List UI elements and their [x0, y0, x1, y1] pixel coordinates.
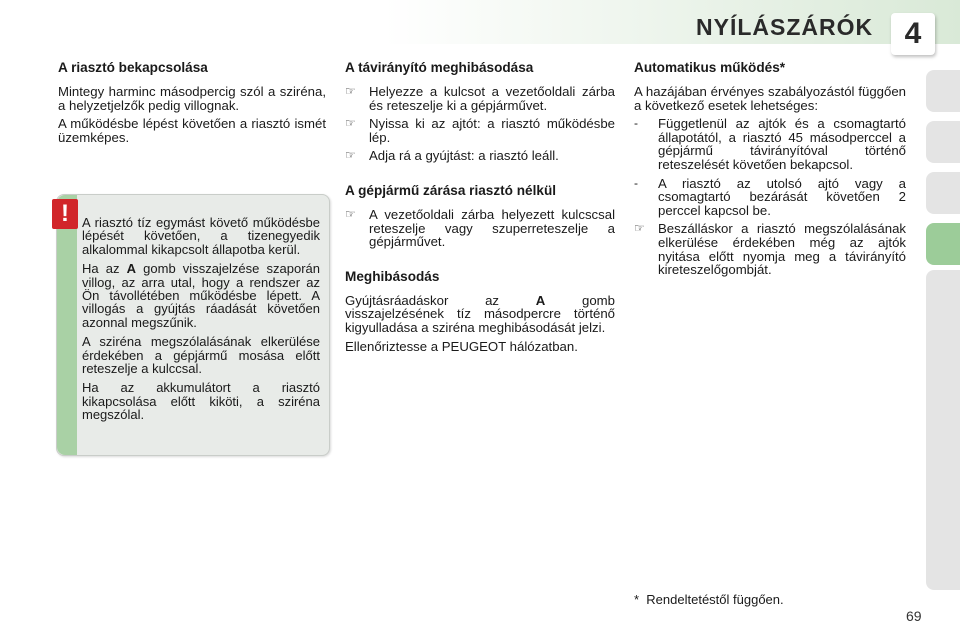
- footnote: [634, 592, 784, 607]
- section-heading: Meghibásodás: [345, 268, 440, 284]
- list-item-text: Beszálláskor a riasztó megszólalásának elkerülése érdekében még az ajtók nyitása előtt nyomja meg a távirányító kireteszelőgombját.: [658, 221, 906, 278]
- pointing-hand-icon: ☞: [634, 221, 645, 236]
- column-alarm-activation: [58, 60, 326, 149]
- warning-paragraph: A riasztó tíz egymást követő működésbe lépését követően, a tizenegyedik alkalommal kikapcsolt állapotba kerül.: [82, 215, 320, 257]
- paragraph: A hazájában érvényes szabályozástól függően a következő esetek lehetséges:: [634, 84, 906, 113]
- section-heading: A riasztó bekapcsolása: [58, 60, 208, 75]
- chapter-side-tabs: [926, 70, 960, 274]
- footnote-marker: *: [634, 592, 640, 607]
- text-span: gomb visszajelzésének tíz másodpercre történő kigyulladása a sziréna meghibásodását jelzi.: [345, 292, 616, 335]
- paragraph: Ellenőriztesse a PEUGEOT hálózatban.: [345, 338, 578, 354]
- list-item: [345, 85, 615, 112]
- button-letter: A: [126, 261, 137, 277]
- list-item-text: Nyissa ki az ajtót: a riasztó működésbe lép.: [369, 116, 615, 145]
- column-remote-failure: [345, 60, 615, 358]
- list-item: [345, 117, 615, 144]
- side-tab[interactable]: [926, 70, 960, 112]
- side-tab-active[interactable]: [926, 223, 960, 265]
- text-span: Ha az: [82, 261, 127, 277]
- instruction-list: [345, 208, 615, 249]
- text-span: Gyújtásráadáskor az: [345, 292, 536, 308]
- button-letter: A: [535, 292, 546, 308]
- list-item: [345, 208, 615, 249]
- warning-paragraph: Ha az akkumulátort a riasztó kikapcsolása előtt kiköti, a sziréna megszólal.: [82, 380, 320, 423]
- pointing-hand-icon: ☞: [345, 148, 356, 163]
- list-item: [634, 117, 906, 171]
- column-automatic-operation: [634, 60, 906, 283]
- exclamation-icon: !: [52, 199, 78, 229]
- paragraph: A működésbe lépést követően a riasztó ismét üzemképes.: [58, 116, 326, 145]
- chapter-number-badge: 4: [891, 13, 935, 55]
- pointing-hand-icon: ☞: [345, 206, 356, 221]
- footnote-text: Rendeltetéstől függően.: [646, 592, 784, 607]
- list-item: [345, 149, 615, 163]
- paragraph: [345, 294, 615, 335]
- warning-paragraph: A sziréna megszólalásának elkerülése érdekében a gépjármű mosása előtt reteszelje a kulccsal.: [82, 334, 320, 377]
- page-number: 69: [906, 608, 922, 624]
- list-item-text: A riasztó az utolsó ajtó vagy a csomagtartó bezárását követően 2 perccel kapcsol be.: [658, 175, 906, 218]
- pointing-hand-icon: ☞: [345, 84, 356, 98]
- instruction-list: [345, 85, 615, 163]
- side-tab[interactable]: [926, 172, 960, 214]
- warning-text: [82, 216, 320, 428]
- list-item-text: Függetlenül az ajtók és a csomagtartó állapotától, a riasztó 45 másodperccel a gépjármű távirányítóval történő reteszelését követően bekapcsol.: [658, 116, 906, 172]
- list-item: [634, 177, 906, 218]
- warning-paragraph: [82, 262, 320, 329]
- section-heading: Automatikus működés*: [634, 60, 786, 75]
- section-heading: A gépjármű zárása riasztó nélkül: [345, 182, 557, 198]
- dash-marker: -: [634, 175, 638, 190]
- dash-marker: -: [634, 116, 638, 131]
- paragraph: Mintegy harminc másodpercig szól a sziréna, a helyzetjelzők pedig villognak.: [58, 84, 326, 113]
- text-span: gomb visszajelzése szaporán villog, az arra utal, hogy a rendszer az Ön távollétében működésbe lépett. A villogás a gyújtás ráadását követően azonnal megszűnik.: [82, 261, 320, 330]
- side-tab[interactable]: [926, 121, 960, 163]
- list-item-text: Adja rá a gyújtást: a riasztó leáll.: [369, 148, 559, 164]
- page-title: NYÍLÁSZÁRÓK: [696, 14, 874, 40]
- dash-list: [634, 117, 906, 277]
- list-item-text: Helyezze a kulcsot a vezetőoldali zárba és reteszelje ki a gépjárművet.: [369, 84, 615, 113]
- section-heading: A távirányító meghibásodása: [345, 60, 534, 75]
- pointing-hand-icon: ☞: [345, 116, 356, 131]
- warning-stripe: [57, 195, 77, 455]
- list-item-text: A vezetőoldali zárba helyezett kulcscsal reteszelje vagy szuperreteszelje a gépjárművet.: [369, 206, 615, 250]
- list-item: [634, 222, 906, 276]
- side-tab-rail: [926, 270, 960, 590]
